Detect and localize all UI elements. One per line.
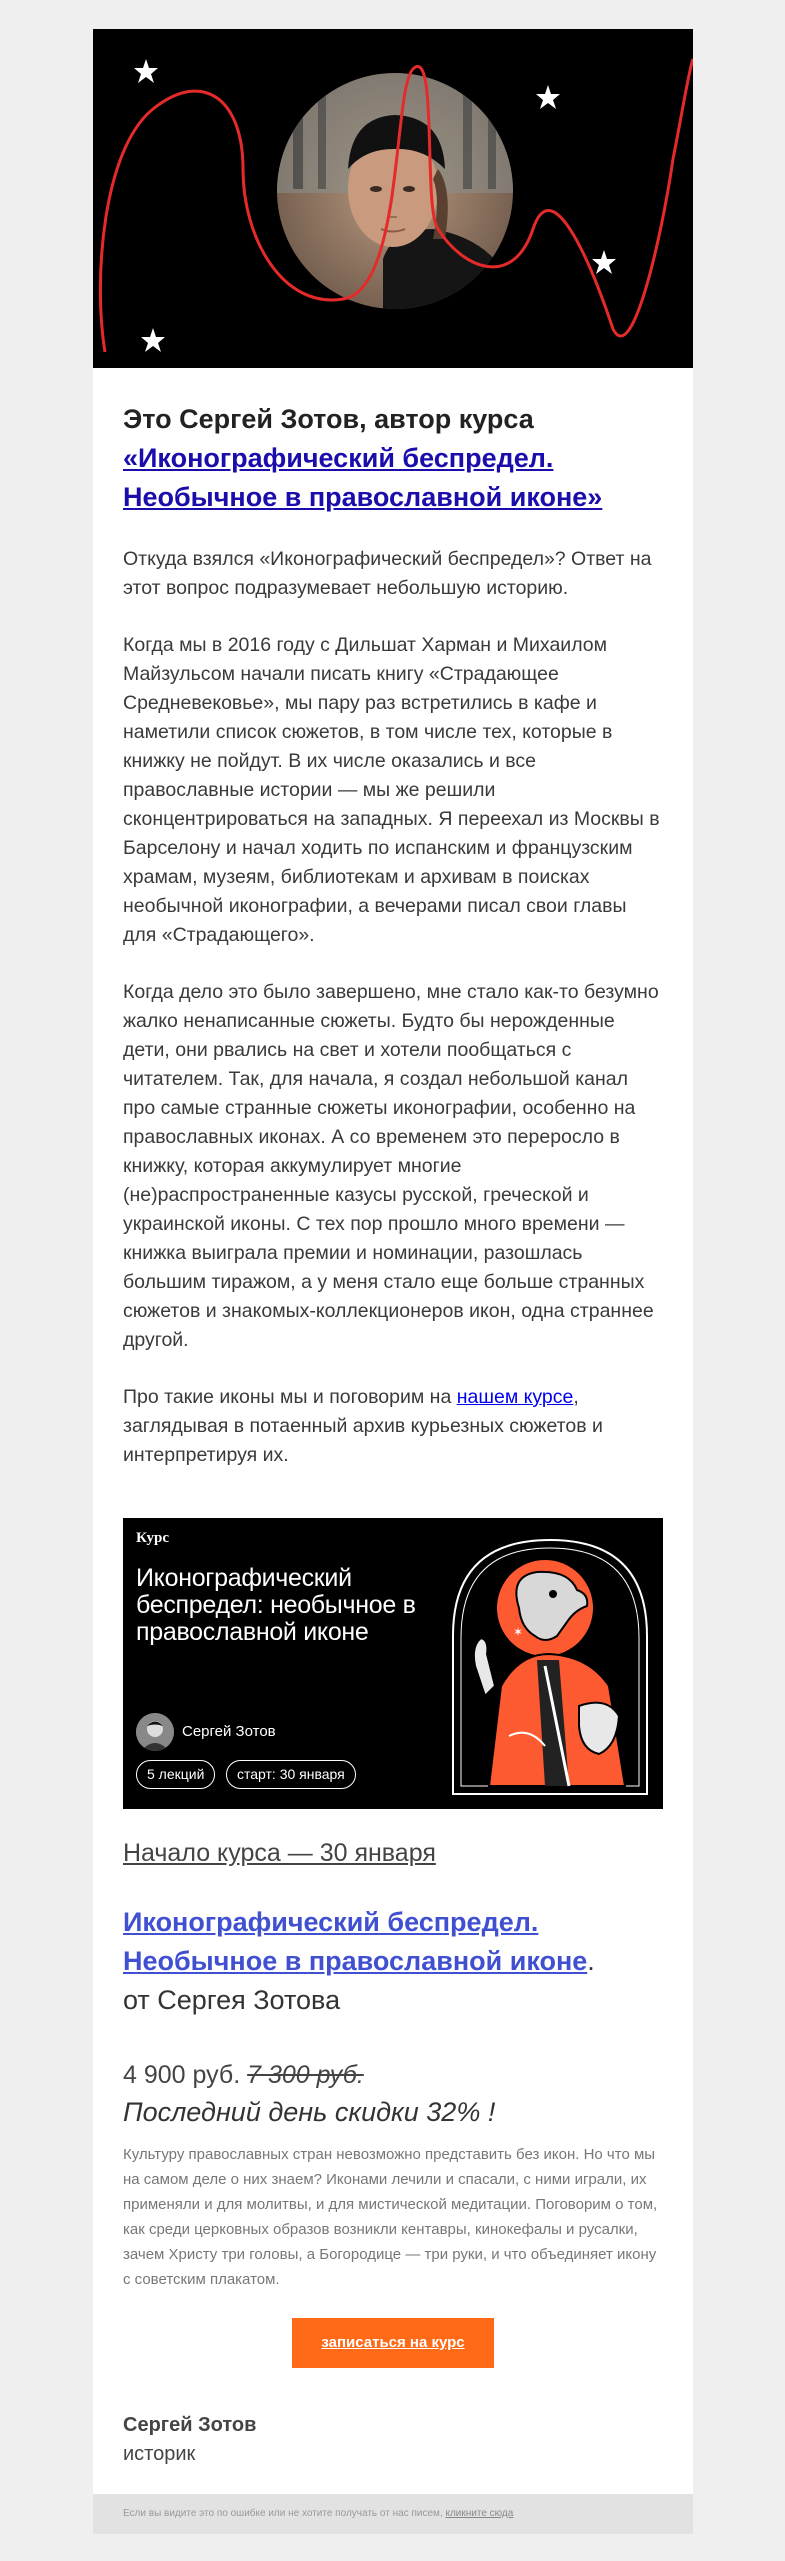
signature-role: историк	[123, 2443, 196, 2465]
hero-illustration	[93, 29, 693, 368]
author-photo	[277, 73, 513, 309]
footer	[93, 2494, 693, 2534]
paragraph-3: Когда дело это было завершено, мне стало как-то безумно жалко ненаписанные сюжеты. Будто бы нерожденные дети, они рвались на свет и хотели пообщаться с читателем. Так, для начала, я создал небольшой канал про самые странные сюжеты иконографии, особенно на православных иконах. А со временем это переросло в книжку, которая аккумулирует многие (не)распространенные казусы русской, греческой и украинской иконы. С тех пор прошло много времени — книжка выиграла премии и номинации, разошлась большим тиражом, а у меня стало еще больше странных сюжетов и знакомых-коллекционеров икон, одна страннее другой.	[123, 981, 659, 1351]
star-icon	[141, 328, 165, 352]
star-icon	[592, 250, 616, 274]
icon-illustration	[449, 1536, 651, 1796]
signature-name: Сергей Зотов	[123, 2414, 257, 2436]
enroll-button[interactable]: записаться на курс	[292, 2318, 494, 2368]
current-price: 4 900 руб.	[123, 2061, 241, 2089]
banner-brand: Курс	[136, 1530, 170, 1546]
cta-row	[123, 2318, 663, 2368]
email-body	[93, 400, 693, 2469]
course-description: Культуру православных стран невозможно представить без икон. Но что мы на самом деле о них знаем? Иконами лечили и спасали, с ними играли, их применяли и для молитвы, и для мистической медитации. Поговорим о том, как среди церковных образов возникли кентавры, кинокефалы и русалки, зачем Христу три головы, а Богородице — три руки, и что объединяет икону с советским плакатом.	[123, 2146, 658, 2288]
hero-banner	[93, 29, 693, 368]
course-title-dot: .	[587, 1946, 595, 1976]
paragraph-4-after: , заглядывая в потаенный архив курьезных сюжетов и интерпретируя их.	[123, 1386, 603, 1466]
paragraph-4	[123, 1383, 663, 1470]
start-badge: старт: 30 января	[226, 1760, 356, 1789]
our-course-link[interactable]: нашем курсе	[456, 1386, 574, 1408]
footer-text: Если вы видите это по ошибке или не хотите получать от нас писем,	[123, 2508, 446, 2519]
lectures-badge: 5 лекций	[136, 1760, 215, 1789]
discount-notice: Последний день скидки 32% !	[123, 2097, 496, 2127]
headline-intro: Это Сергей Зотов, автор курса	[123, 404, 534, 434]
course-start-date: Начало курса — 30 января	[123, 1839, 436, 1867]
unsubscribe-link[interactable]: кликните сюда	[445, 2508, 514, 2519]
banner-author: Сергей Зотов	[182, 1723, 276, 1740]
star-icon	[134, 59, 158, 83]
paragraph-1: Откуда взялся «Иконографический беспредел»? Ответ на этот вопрос подразумевает небольшую историю.	[123, 548, 652, 599]
course-author-line: от Сергея Зотова	[123, 1985, 341, 2015]
paragraph-4-before: Про такие иконы мы и поговорим на	[123, 1386, 457, 1408]
course-info	[123, 1903, 663, 2020]
price-line	[123, 2057, 663, 2094]
old-price: 7 300 руб.	[247, 2061, 364, 2089]
avatar	[136, 1713, 174, 1751]
course-banner[interactable]	[123, 1518, 663, 1809]
paragraph-2: Когда мы в 2016 году с Дильшат Харман и Михаилом Майзульсом начали писать книгу «Страдающее Средневековье», мы пару раз встретились в кафе и наметили список сюжетов, в том числе тех, которые в книжку не пойдут. В их числе оказались и все православные истории — мы же решили сконцентрироваться на западных. Я переехал из Москвы в Барселону и начал ходить по испанским и французским храмам, музеям, библиотекам и архивам в поисках необычной иконографии, а вечерами писал свои главы для «Страдающего».	[123, 634, 660, 946]
headline-course-link[interactable]: «Иконографический беспредел. Необычное в православной иконе»	[123, 443, 603, 512]
email-container	[93, 29, 693, 2534]
course-title-link[interactable]: Иконографический беспредел. Необычное в православной иконе	[123, 1907, 588, 1976]
svg-text:✶: ✶	[513, 1625, 524, 1639]
banner-title: Иконографический беспредел: необычное в православной иконе	[136, 1564, 416, 1646]
star-icon	[536, 85, 560, 109]
headline	[123, 400, 663, 517]
